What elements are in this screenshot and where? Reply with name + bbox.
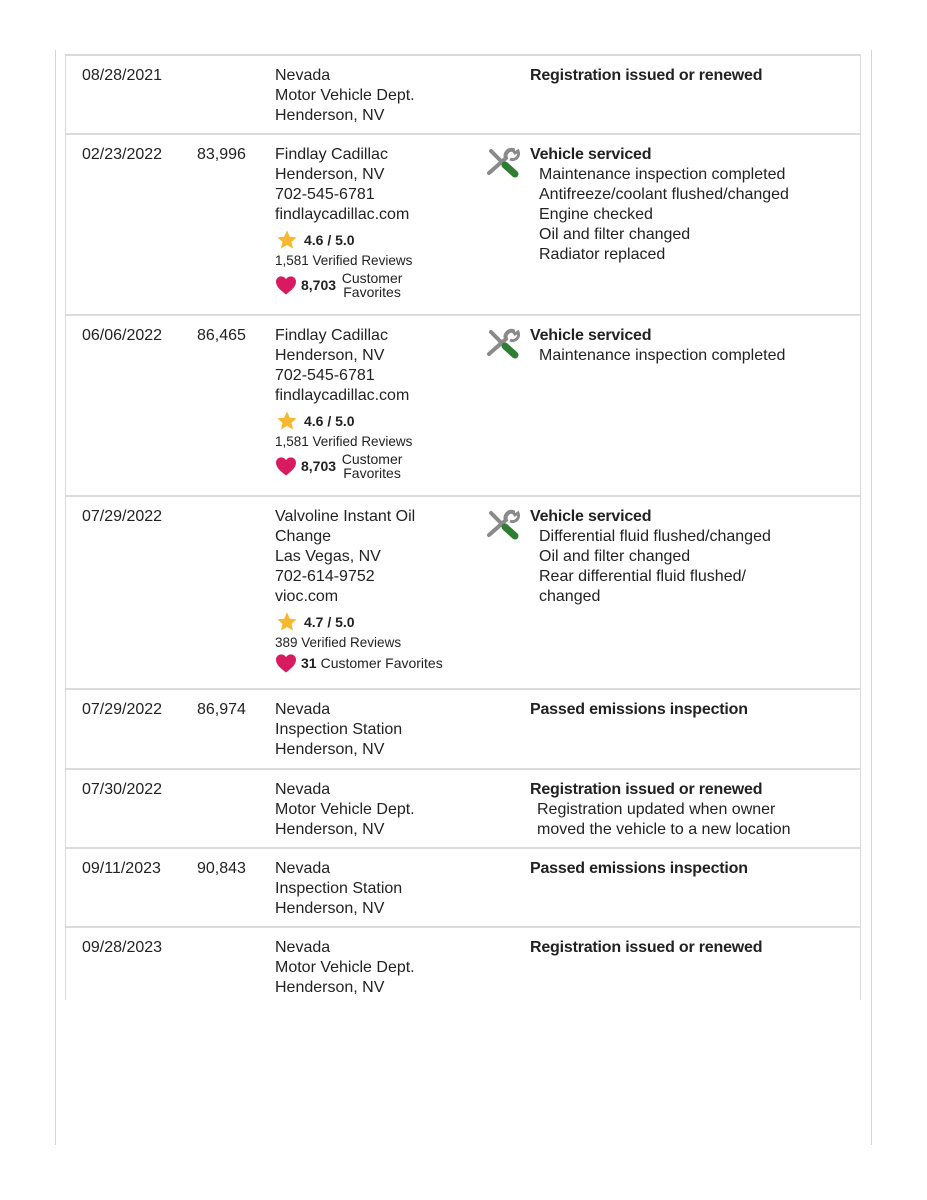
source-line: Henderson, NV (275, 107, 385, 124)
record-odometer: 83,996 (197, 146, 246, 163)
event-detail: Antifreeze/coolant flushed/changed (539, 186, 789, 203)
star-icon (275, 229, 299, 251)
page-border-left (55, 50, 56, 1145)
record-event (530, 326, 850, 366)
favorites-label-line: Favorites (343, 284, 401, 300)
favorites-label-line: Customer (341, 451, 403, 467)
record-source (275, 507, 480, 673)
service-tools-icon (485, 147, 521, 179)
star-icon (275, 410, 299, 432)
event-detail: Differential fluid flushed/changed (539, 528, 771, 545)
dealer-rating (275, 410, 480, 432)
record-odometer: 86,465 (197, 327, 246, 344)
dealer-location: Las Vegas, NV (275, 548, 381, 565)
favorites-label (340, 271, 410, 299)
history-row (66, 497, 860, 690)
record-source (275, 700, 480, 760)
event-title: Passed emissions inspection (530, 701, 748, 718)
source-line: Nevada (275, 939, 331, 956)
event-title: Passed emissions inspection (530, 860, 748, 877)
history-row (66, 135, 860, 316)
source-line: Motor Vehicle Dept. (275, 959, 415, 976)
event-title: Registration issued or renewed (530, 67, 763, 84)
source-line: Henderson, NV (275, 741, 385, 758)
dealer-website-link[interactable]: vioc.com (275, 588, 339, 605)
favorites-count: 31 (301, 655, 317, 671)
dealer-name: Findlay Cadillac (275, 146, 388, 163)
rating-value: 4.6 / 5.0 (304, 232, 355, 248)
source-line: Henderson, NV (275, 821, 385, 838)
customer-favorites (275, 653, 480, 673)
service-tools-icon (485, 509, 521, 541)
event-detail: Engine checked (539, 206, 653, 223)
dealer-name: Valvoline Instant Oil (275, 508, 416, 525)
record-event (530, 780, 850, 840)
event-detail: moved the vehicle to a new location (537, 821, 791, 838)
record-date: 06/06/2022 (82, 327, 163, 344)
dealer-location: Henderson, NV (275, 347, 385, 364)
customer-favorites (275, 271, 480, 299)
record-event (530, 859, 850, 879)
favorites-label-line: Favorites (343, 465, 401, 481)
event-detail: Maintenance inspection completed (539, 347, 786, 364)
record-date: 09/11/2023 (82, 860, 161, 877)
record-event (530, 66, 850, 86)
heart-icon (275, 456, 297, 476)
record-source (275, 326, 480, 480)
record-source (275, 145, 480, 299)
history-row (66, 770, 860, 849)
source-line: Inspection Station (275, 721, 403, 738)
verified-reviews-link[interactable]: 1,581 Verified Reviews (275, 253, 413, 268)
event-detail: Oil and filter changed (539, 548, 691, 565)
dealer-website-link[interactable]: findlaycadillac.com (275, 206, 410, 223)
dealer-website-link[interactable]: findlaycadillac.com (275, 387, 410, 404)
record-date: 07/30/2022 (82, 781, 163, 798)
source-line: Inspection Station (275, 880, 403, 897)
favorites-label: Customer Favorites (320, 655, 443, 671)
record-date: 07/29/2022 (82, 701, 163, 718)
event-title: Registration issued or renewed (530, 939, 763, 956)
record-date: 02/23/2022 (82, 146, 163, 163)
source-line: Nevada (275, 781, 331, 798)
record-event (530, 145, 850, 265)
source-line: Nevada (275, 860, 331, 877)
record-date: 08/28/2021 (82, 67, 163, 84)
event-detail: Rear differential fluid flushed/ (539, 568, 746, 585)
favorites-count: 8,703 (301, 458, 337, 474)
record-source (275, 938, 480, 998)
history-row (66, 56, 860, 135)
record-event (530, 700, 850, 720)
record-odometer: 86,974 (197, 701, 246, 718)
source-line: Nevada (275, 701, 331, 718)
dealer-name: Change (275, 528, 332, 545)
record-source (275, 859, 480, 919)
event-detail: changed (539, 588, 601, 605)
event-detail: Oil and filter changed (539, 226, 691, 243)
record-date: 07/29/2022 (82, 508, 163, 525)
favorites-label (340, 452, 410, 480)
history-row (66, 690, 860, 770)
favorites-label-line: Customer (341, 270, 403, 286)
record-odometer: 90,843 (197, 860, 246, 877)
dealer-phone[interactable]: 702-614-9752 (275, 568, 375, 585)
dealer-name: Findlay Cadillac (275, 327, 388, 344)
rating-value: 4.7 / 5.0 (304, 614, 355, 630)
heart-icon (275, 653, 297, 673)
star-icon (275, 611, 299, 633)
verified-reviews-link[interactable]: 389 Verified Reviews (275, 635, 402, 650)
record-event (530, 507, 850, 607)
source-line: Henderson, NV (275, 979, 385, 996)
vehicle-history-table (65, 54, 861, 1000)
page-border-right (871, 50, 872, 1145)
record-source (275, 780, 480, 840)
verified-reviews-link[interactable]: 1,581 Verified Reviews (275, 434, 413, 449)
event-detail: Registration updated when owner (537, 801, 776, 818)
event-title: Vehicle serviced (530, 508, 652, 525)
rating-value: 4.6 / 5.0 (304, 413, 355, 429)
event-detail: Radiator replaced (539, 246, 666, 263)
source-line: Motor Vehicle Dept. (275, 87, 415, 104)
dealer-phone[interactable]: 702-545-6781 (275, 367, 375, 384)
heart-icon (275, 275, 297, 295)
customer-favorites (275, 452, 480, 480)
event-title: Vehicle serviced (530, 146, 652, 163)
dealer-phone[interactable]: 702-545-6781 (275, 186, 375, 203)
source-line: Nevada (275, 67, 331, 84)
history-row (66, 316, 860, 497)
history-row (66, 849, 860, 928)
service-tools-icon (485, 328, 521, 360)
event-title: Vehicle serviced (530, 327, 652, 344)
source-line: Henderson, NV (275, 900, 385, 917)
event-title: Registration issued or renewed (530, 781, 763, 798)
record-source (275, 66, 480, 126)
favorites-count: 8,703 (301, 277, 337, 293)
record-date: 09/28/2023 (82, 939, 163, 956)
dealer-location: Henderson, NV (275, 166, 385, 183)
dealer-rating (275, 229, 480, 251)
source-line: Motor Vehicle Dept. (275, 801, 415, 818)
record-event (530, 938, 850, 958)
event-detail: Maintenance inspection completed (539, 166, 786, 183)
dealer-rating (275, 611, 480, 633)
history-row (66, 928, 860, 1002)
